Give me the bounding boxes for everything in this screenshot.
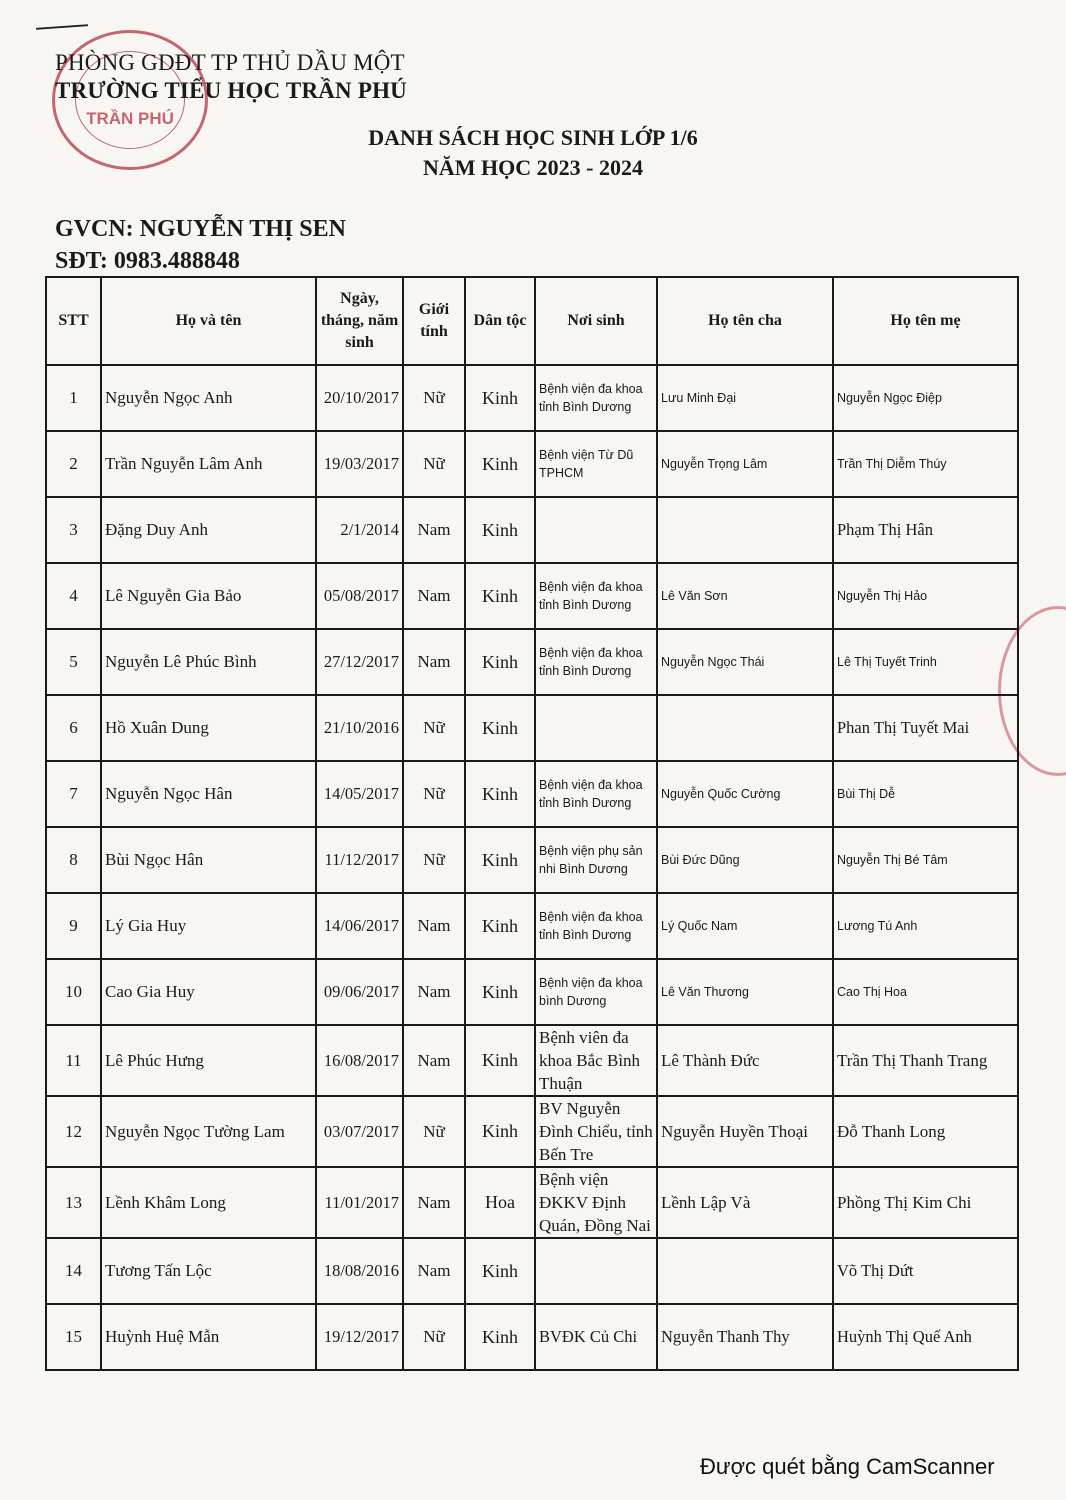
cell-mother-name: Phan Thị Tuyết Mai — [833, 695, 1018, 761]
cell-birthplace: Bệnh viện đa khoa tỉnh Bình Dương — [535, 761, 657, 827]
cell-father-name: Nguyễn Trọng Lâm — [657, 431, 833, 497]
col-header-dob: Ngày, tháng, năm sinh — [316, 277, 403, 365]
cell-birthdate: 18/08/2016 — [316, 1238, 403, 1304]
cell-mother-name: Phồng Thị Kim Chi — [833, 1167, 1018, 1238]
cell-birthplace — [535, 695, 657, 761]
cell-birthdate: 21/10/2016 — [316, 695, 403, 761]
cell-birthplace: Bệnh viện đa khoa tỉnh Bình Dương — [535, 563, 657, 629]
cell-gender: Nam — [403, 1167, 465, 1238]
cell-stt: 8 — [46, 827, 101, 893]
cell-student-name: Cao Gia Huy — [101, 959, 316, 1025]
col-header-birthplace: Nơi sinh — [535, 277, 657, 365]
col-header-name: Họ và tên — [101, 277, 316, 365]
cell-birthplace: BVĐK Củ Chi — [535, 1304, 657, 1370]
cell-student-name: Nguyễn Ngọc Tường Lam — [101, 1096, 316, 1167]
cell-birthdate: 11/01/2017 — [316, 1167, 403, 1238]
cell-mother-name: Phạm Thị Hân — [833, 497, 1018, 563]
cell-gender: Nam — [403, 1238, 465, 1304]
cell-student-name: Nguyễn Ngọc Anh — [101, 365, 316, 431]
table-row — [46, 827, 1018, 893]
cell-birthplace: Bệnh viện đa khoa tỉnh Bình Dương — [535, 893, 657, 959]
cell-mother-name: Nguyễn Ngọc Điệp — [833, 365, 1018, 431]
cell-stt: 15 — [46, 1304, 101, 1370]
cell-birthdate: 14/06/2017 — [316, 893, 403, 959]
cell-gender: Nữ — [403, 431, 465, 497]
cell-birthplace: Bệnh viện ĐKKV Định Quán, Đồng Nai — [535, 1167, 657, 1238]
table-row — [46, 1238, 1018, 1304]
stamp-text: TRẦN PHÚ — [86, 109, 174, 128]
cell-student-name: Trần Nguyễn Lâm Anh — [101, 431, 316, 497]
cell-mother-name: Đỗ Thanh Long — [833, 1096, 1018, 1167]
document-title: DANH SÁCH HỌC SINH LỚP 1/6 — [368, 125, 698, 150]
cell-ethnicity: Kinh — [465, 563, 535, 629]
cell-birthdate: 2/1/2014 — [316, 497, 403, 563]
cell-gender: Nam — [403, 629, 465, 695]
cell-stt: 2 — [46, 431, 101, 497]
table-header-row — [46, 277, 1018, 365]
cell-birthdate: 11/12/2017 — [316, 827, 403, 893]
cell-father-name: Nguyễn Huyền Thoại — [657, 1096, 833, 1167]
cell-father-name — [657, 1238, 833, 1304]
cell-birthdate: 16/08/2017 — [316, 1025, 403, 1096]
department-name: PHÒNG GDĐT TP THỦ DẦU MỘT — [55, 50, 405, 75]
student-roster-table — [45, 276, 1019, 1371]
cell-birthdate: 05/08/2017 — [316, 563, 403, 629]
cell-father-name — [657, 497, 833, 563]
cell-stt: 9 — [46, 893, 101, 959]
table-row — [46, 1167, 1018, 1238]
cell-father-name: Nguyễn Thanh Thy — [657, 1304, 833, 1370]
cell-student-name: Nguyễn Lê Phúc Bình — [101, 629, 316, 695]
cell-mother-name: Võ Thị Dứt — [833, 1238, 1018, 1304]
cell-birthdate: 19/12/2017 — [316, 1304, 403, 1370]
cell-gender: Nữ — [403, 761, 465, 827]
col-header-stt: STT — [46, 277, 101, 365]
table-row — [46, 563, 1018, 629]
cell-ethnicity: Kinh — [465, 695, 535, 761]
cell-student-name: Lê Phúc Hưng — [101, 1025, 316, 1096]
cell-student-name: Đặng Duy Anh — [101, 497, 316, 563]
cell-stt: 11 — [46, 1025, 101, 1096]
pen-mark — [36, 24, 88, 30]
cell-stt: 12 — [46, 1096, 101, 1167]
cell-stt: 4 — [46, 563, 101, 629]
col-header-mother: Họ tên mẹ — [833, 277, 1018, 365]
cell-ethnicity: Hoa — [465, 1167, 535, 1238]
cell-gender: Nam — [403, 563, 465, 629]
cell-father-name: Lưu Minh Đại — [657, 365, 833, 431]
col-header-gender: Giới tính — [403, 277, 465, 365]
cell-mother-name: Trần Thị Diễm Thúy — [833, 431, 1018, 497]
table-row — [46, 365, 1018, 431]
cell-gender: Nam — [403, 893, 465, 959]
cell-father-name: Lý Quốc Nam — [657, 893, 833, 959]
cell-ethnicity: Kinh — [465, 827, 535, 893]
homeroom-teacher: GVCN: NGUYỄN THỊ SEN — [55, 216, 346, 242]
cell-gender: Nam — [403, 1025, 465, 1096]
cell-mother-name: Nguyễn Thị Bé Tâm — [833, 827, 1018, 893]
cell-father-name: Nguyễn Quốc Cường — [657, 761, 833, 827]
cell-ethnicity: Kinh — [465, 629, 535, 695]
cell-ethnicity: Kinh — [465, 761, 535, 827]
cell-gender: Nữ — [403, 1304, 465, 1370]
cell-mother-name: Nguyễn Thị Hảo — [833, 563, 1018, 629]
cell-mother-name: Bùi Thị Dễ — [833, 761, 1018, 827]
cell-stt: 5 — [46, 629, 101, 695]
cell-student-name: Lềnh Khâm Long — [101, 1167, 316, 1238]
cell-ethnicity: Kinh — [465, 959, 535, 1025]
table-row — [46, 761, 1018, 827]
cell-gender: Nữ — [403, 695, 465, 761]
cell-ethnicity: Kinh — [465, 1238, 535, 1304]
cell-gender: Nam — [403, 497, 465, 563]
cell-student-name: Lê Nguyễn Gia Bảo — [101, 563, 316, 629]
cell-father-name: Lê Văn Thương — [657, 959, 833, 1025]
cell-stt: 10 — [46, 959, 101, 1025]
cell-birthplace: Bệnh viện Từ Dũ TPHCM — [535, 431, 657, 497]
cell-student-name: Hồ Xuân Dung — [101, 695, 316, 761]
cell-stt: 13 — [46, 1167, 101, 1238]
cell-birthplace: Bệnh viên đa khoa Bắc Bình Thuận — [535, 1025, 657, 1096]
cell-ethnicity: Kinh — [465, 497, 535, 563]
table-row — [46, 893, 1018, 959]
teacher-phone: SĐT: 0983.488848 — [55, 248, 240, 274]
cell-birthplace — [535, 1238, 657, 1304]
table-row — [46, 629, 1018, 695]
table-row — [46, 1304, 1018, 1370]
col-header-ethnicity: Dân tộc — [465, 277, 535, 365]
cell-father-name: Lê Văn Sơn — [657, 563, 833, 629]
cell-mother-name: Cao Thị Hoa — [833, 959, 1018, 1025]
cell-birthplace: Bệnh viện đa khoa bình Dương — [535, 959, 657, 1025]
table-body — [46, 365, 1018, 1370]
table-row — [46, 497, 1018, 563]
cell-stt: 7 — [46, 761, 101, 827]
cell-student-name: Huỳnh Huệ Mẫn — [101, 1304, 316, 1370]
cell-birthplace: Bệnh viện phụ sản nhi Bình Dương — [535, 827, 657, 893]
cell-ethnicity: Kinh — [465, 1304, 535, 1370]
cell-birthdate: 14/05/2017 — [316, 761, 403, 827]
cell-stt: 14 — [46, 1238, 101, 1304]
table-row — [46, 431, 1018, 497]
cell-birthdate: 19/03/2017 — [316, 431, 403, 497]
cell-ethnicity: Kinh — [465, 893, 535, 959]
school-year: NĂM HỌC 2023 - 2024 — [423, 155, 643, 180]
cell-gender: Nữ — [403, 365, 465, 431]
cell-birthdate: 03/07/2017 — [316, 1096, 403, 1167]
cell-birthdate: 09/06/2017 — [316, 959, 403, 1025]
cell-mother-name: Lê Thị Tuyết Trinh — [833, 629, 1018, 695]
cell-ethnicity: Kinh — [465, 431, 535, 497]
table-row — [46, 695, 1018, 761]
table-row — [46, 1025, 1018, 1096]
cell-stt: 3 — [46, 497, 101, 563]
school-name: TRƯỜNG TIỂU HỌC TRẦN PHÚ — [55, 78, 407, 103]
cell-stt: 1 — [46, 365, 101, 431]
scanner-watermark: Được quét bằng CamScanner — [700, 1454, 995, 1479]
table-row — [46, 959, 1018, 1025]
cell-mother-name: Lương Tú Anh — [833, 893, 1018, 959]
cell-stt: 6 — [46, 695, 101, 761]
cell-birthplace: Bệnh viện đa khoa tỉnh Bình Dương — [535, 629, 657, 695]
cell-student-name: Lý Gia Huy — [101, 893, 316, 959]
cell-birthplace: BV Nguyễn Đình Chiểu, tỉnh Bến Tre — [535, 1096, 657, 1167]
cell-mother-name: Trần Thị Thanh Trang — [833, 1025, 1018, 1096]
cell-birthplace — [535, 497, 657, 563]
cell-mother-name: Huỳnh Thị Quế Anh — [833, 1304, 1018, 1370]
cell-father-name — [657, 695, 833, 761]
cell-father-name: Nguyễn Ngọc Thái — [657, 629, 833, 695]
cell-birthdate: 20/10/2017 — [316, 365, 403, 431]
cell-father-name: Lê Thành Đức — [657, 1025, 833, 1096]
cell-student-name: Nguyễn Ngọc Hân — [101, 761, 316, 827]
cell-birthdate: 27/12/2017 — [316, 629, 403, 695]
cell-student-name: Tương Tấn Lộc — [101, 1238, 316, 1304]
table-row — [46, 1096, 1018, 1167]
cell-gender: Nam — [403, 959, 465, 1025]
cell-father-name: Lềnh Lập Và — [657, 1167, 833, 1238]
cell-ethnicity: Kinh — [465, 365, 535, 431]
cell-birthplace: Bệnh viện đa khoa tỉnh Bình Dương — [535, 365, 657, 431]
cell-ethnicity: Kinh — [465, 1025, 535, 1096]
cell-gender: Nữ — [403, 1096, 465, 1167]
cell-father-name: Bùi Đức Dũng — [657, 827, 833, 893]
cell-gender: Nữ — [403, 827, 465, 893]
cell-student-name: Bùi Ngọc Hân — [101, 827, 316, 893]
col-header-father: Họ tên cha — [657, 277, 833, 365]
cell-ethnicity: Kinh — [465, 1096, 535, 1167]
